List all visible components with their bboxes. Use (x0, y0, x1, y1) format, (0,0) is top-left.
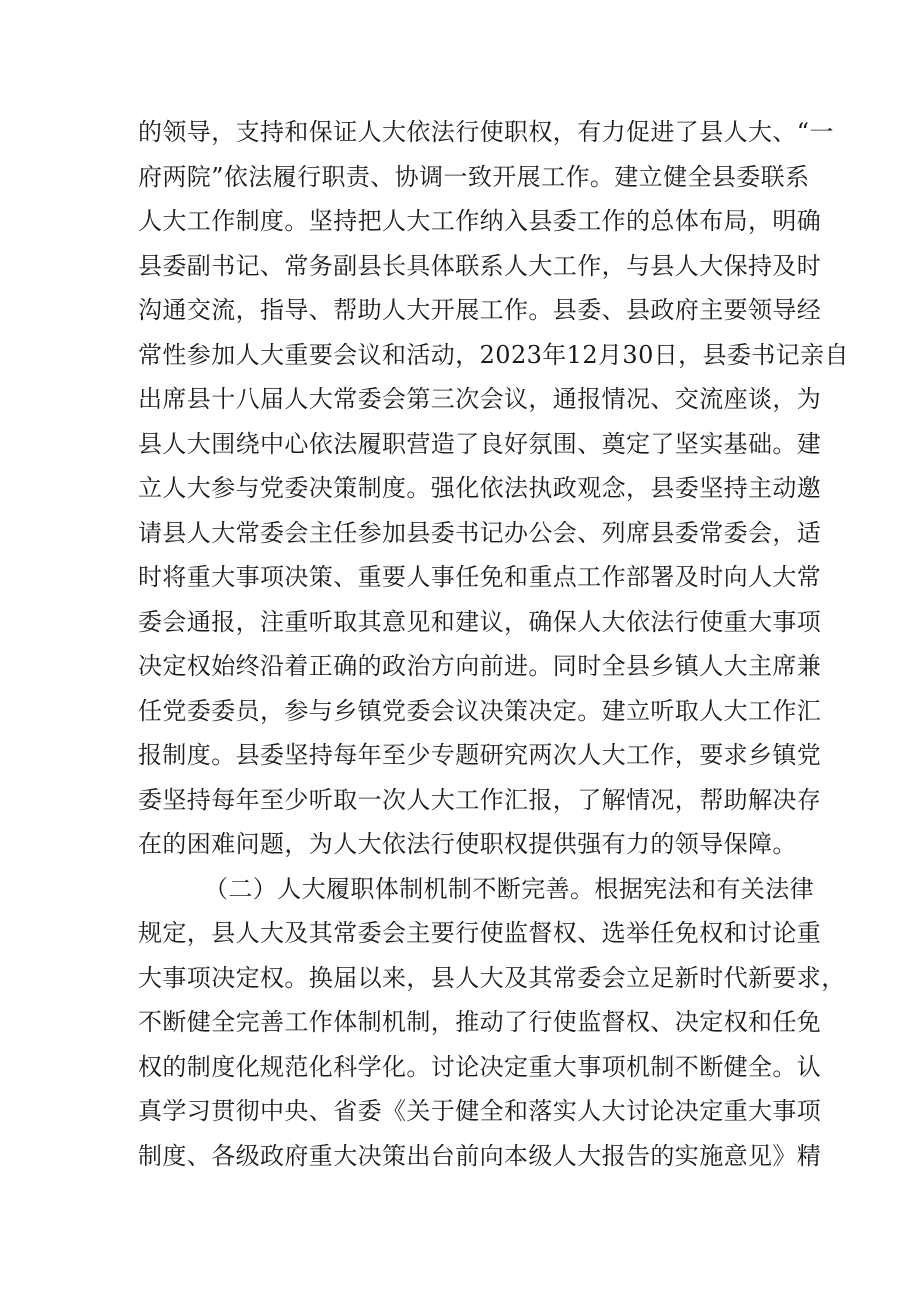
text-line: 在的困难问题，为人大依法行使职权提供强有力的领导保障。 (138, 830, 797, 858)
text-line: 真学习贯彻中央、省委《关于健全和落实人大讨论决定重大事项 (138, 1097, 822, 1125)
body-text (138, 110, 849, 1178)
text-line: 委会通报，注重听取其意见和建议，确保人大依法行使重大事项 (138, 607, 822, 636)
text-line: 权的制度化规范化科学化。讨论决定重大事项机制不断健全。认 (138, 1052, 822, 1081)
text-line: 人大工作制度。坚持把人大工作纳入县委工作的总体布局，明确 (138, 207, 822, 235)
text-line: 制度、各级政府重大决策出台前向本级人大报告的实施意见》精 (138, 1141, 822, 1170)
text-line: 报制度。县委坚持每年至少专题研究两次人大工作，要求乡镇党 (138, 741, 822, 769)
text-line: 的领导，支持和保证人大依法行使职权，有力促进了县人大、“一 (138, 118, 834, 146)
text-line: 不断健全完善工作体制机制，推动了行使监督权、决定权和任免 (138, 1008, 822, 1036)
text-line: 规定，县人大及其常委会主要行使监督权、选举任免权和讨论重 (138, 919, 822, 947)
text-line: 决定权始终沿着正确的政治方向前进。同时全县乡镇人大主席兼 (138, 652, 822, 680)
text-line: 时将重大事项决策、重要人事任免和重点工作部署及时向人大常 (138, 563, 822, 591)
text-line: 常性参加人大重要会议和活动，2023年12月30日，县委书记亲自 (138, 340, 849, 369)
text-line: 委坚持每年至少听取一次人大工作汇报，了解情况，帮助解决存 (138, 785, 822, 814)
section-heading-line: （二）人大履职体制机制不断完善。根据宪法和有关法律 (204, 874, 814, 903)
text-line: 大事项决定权。换届以来，县人大及其常委会立足新时代新要求， (138, 963, 846, 992)
text-line: 请县人大常委会主任参加县委书记办公会、列席县委常委会，适 (138, 518, 822, 547)
text-line: 任党委委员，参与乡镇党委会议决策决定。建立听取人大工作汇 (138, 696, 822, 725)
text-line: 立人大参与党委决策制度。强化依法执政观念，县委坚持主动邀 (138, 474, 822, 502)
text-line: 县委副书记、常务副县长具体联系人大工作，与县人大保持及时 (138, 251, 822, 280)
text-line: 沟通交流，指导、帮助人大开展工作。县委、县政府主要领导经 (138, 296, 822, 324)
text-line: 出席县十八届人大常委会第三次会议，通报情况、交流座谈，为 (138, 385, 822, 413)
text-line: 县人大围绕中心依法履职营造了良好氛围、奠定了坚实基础。建 (138, 429, 822, 458)
text-line: 府两院”依法履行职责、协调一致开展工作。建立健全县委联系 (138, 162, 810, 191)
